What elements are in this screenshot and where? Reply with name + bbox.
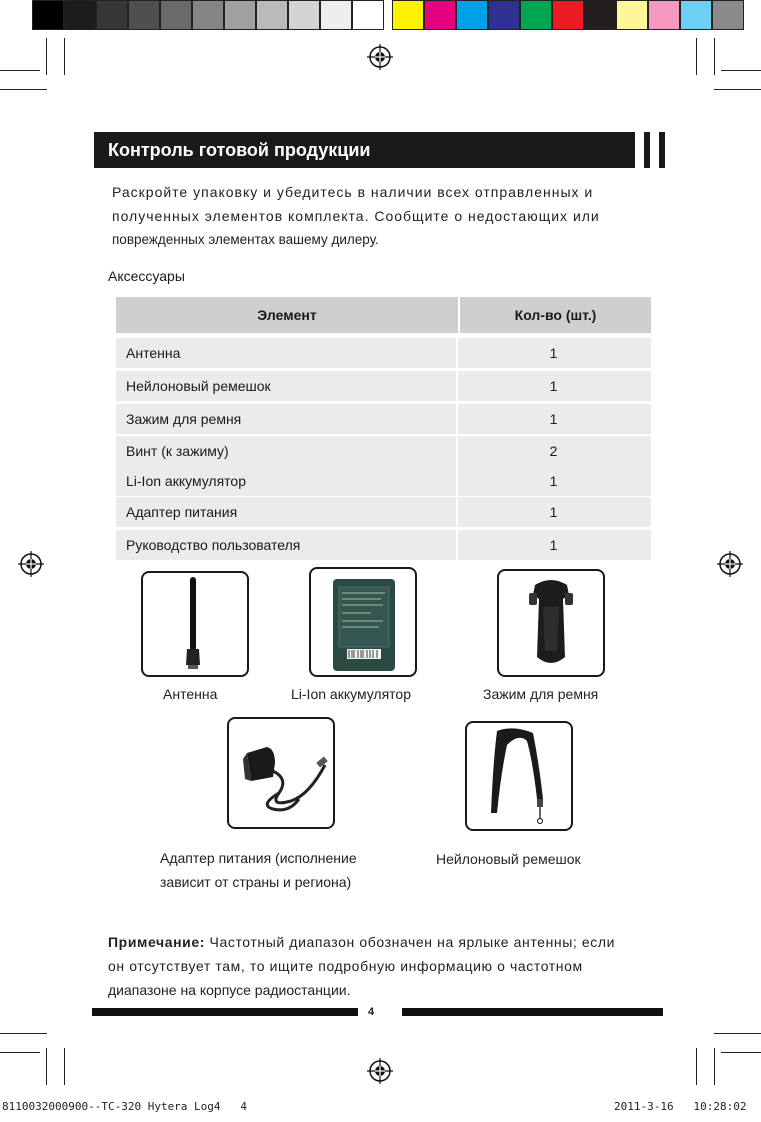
crop-mark xyxy=(696,1048,697,1085)
item-cell: Антенна xyxy=(116,338,458,368)
caption-antenna: Антенна xyxy=(163,686,218,702)
gray-swatch xyxy=(128,0,160,30)
table-row xyxy=(116,338,651,368)
crop-mark xyxy=(714,38,715,75)
color-swatch xyxy=(616,0,648,30)
print-slug-right: 2011-3-16 10:28:02 xyxy=(614,1100,747,1113)
note-line: он отсутствует там, то ищите подробную информацию о частотном xyxy=(108,958,583,974)
item-cell: Нейлоновый ремешок xyxy=(116,371,458,401)
print-slug-left: 8110032000900--TC-320 Hytera Log4 4 xyxy=(2,1100,248,1113)
crop-mark xyxy=(0,70,40,71)
crop-mark xyxy=(721,70,761,71)
intro-line: Раскройте упаковку и убедитесь в наличии всех отправленных и xyxy=(112,184,594,200)
note-line xyxy=(108,930,653,954)
registration-mark-icon xyxy=(18,551,44,577)
nylon-strap-image xyxy=(465,721,573,831)
caption-strap: Нейлоновый ремешок xyxy=(436,851,581,867)
nylon-strap-icon xyxy=(467,723,571,829)
intro-paragraph xyxy=(112,180,652,252)
item-cell: Адаптер питания xyxy=(116,497,458,527)
crop-mark xyxy=(714,1033,761,1034)
qty-cell: 1 xyxy=(549,504,558,520)
intro-line: полученных элементов комплекта. Сообщите о недостающих или xyxy=(112,208,600,224)
crop-mark xyxy=(721,1052,761,1053)
gray-swatch xyxy=(320,0,352,30)
item-cell: Зажим для ремня xyxy=(116,404,458,434)
page-number: 4 xyxy=(368,1006,375,1018)
crop-mark xyxy=(0,1052,40,1053)
note-text: Частотный диапазон обозначен на ярлыке антенны; если xyxy=(205,934,616,950)
qty-cell: 1 xyxy=(549,537,558,553)
crop-mark xyxy=(0,89,47,90)
table-row xyxy=(116,466,651,496)
battery-image xyxy=(309,567,417,677)
antenna-icon xyxy=(143,573,247,675)
item-cell: Винт (к зажиму) xyxy=(116,436,458,466)
column-header-item: Элемент xyxy=(116,297,460,333)
crop-mark xyxy=(64,1048,65,1085)
power-adapter-image xyxy=(227,717,335,829)
color-swatch xyxy=(424,0,456,30)
gray-swatch xyxy=(64,0,96,30)
caption-adapter-line: Адаптер питания (исполнение xyxy=(160,850,357,866)
table-row xyxy=(116,436,651,466)
belt-clip-icon xyxy=(499,571,603,675)
crop-mark xyxy=(714,1048,715,1085)
color-swatch xyxy=(584,0,616,30)
table-row xyxy=(116,404,651,434)
gray-swatch xyxy=(224,0,256,30)
registration-mark-icon xyxy=(367,1058,393,1084)
header-stripes xyxy=(629,132,665,168)
registration-mark-icon xyxy=(367,44,393,70)
caption-adapter xyxy=(160,846,357,894)
footer-rule-right xyxy=(402,1008,663,1016)
caption-battery: Li-Ion аккумулятор xyxy=(291,686,411,702)
intro-line: поврежденных элементах вашему дилеру. xyxy=(112,232,379,247)
gray-swatch xyxy=(256,0,288,30)
crop-mark xyxy=(64,38,65,75)
color-swatch xyxy=(392,0,424,30)
gray-swatch xyxy=(32,0,64,30)
table-row xyxy=(116,530,651,560)
note-label: Примечание: xyxy=(108,934,206,950)
section-title: Контроль готовой продукции xyxy=(108,140,371,160)
battery-icon xyxy=(311,569,415,675)
footer-rule-left xyxy=(92,1008,358,1016)
color-swatch xyxy=(712,0,744,30)
note-paragraph xyxy=(108,930,653,1002)
column-header-qty: Кол-во (шт.) xyxy=(460,297,651,333)
color-swatch xyxy=(456,0,488,30)
caption-adapter-line: зависит от страны и региона) xyxy=(160,874,352,890)
crop-mark xyxy=(696,38,697,75)
accessories-title: Аксессуары xyxy=(108,268,185,284)
qty-cell: 1 xyxy=(549,411,558,427)
gray-swatch xyxy=(192,0,224,30)
crop-mark xyxy=(46,1048,47,1085)
caption-belt-clip: Зажим для ремня xyxy=(483,686,599,702)
color-swatch xyxy=(648,0,680,30)
note-line: диапазоне на корпусе радиостанции. xyxy=(108,982,351,998)
qty-cell: 2 xyxy=(549,443,558,459)
belt-clip-image xyxy=(497,569,605,677)
qty-cell: 1 xyxy=(549,473,558,489)
qty-cell: 1 xyxy=(549,378,558,394)
gray-swatch xyxy=(96,0,128,30)
gray-swatch xyxy=(160,0,192,30)
gray-swatch xyxy=(352,0,384,30)
color-swatch xyxy=(488,0,520,30)
crop-mark xyxy=(0,1033,47,1034)
table-header xyxy=(116,297,651,333)
color-calibration-bar xyxy=(32,0,744,32)
power-adapter-icon xyxy=(229,719,333,827)
item-cell: Li-Ion аккумулятор xyxy=(116,466,458,496)
crop-mark xyxy=(714,89,761,90)
color-swatch xyxy=(520,0,552,30)
item-cell: Руководство пользователя xyxy=(116,530,458,560)
table-row xyxy=(116,497,651,527)
color-swatch xyxy=(552,0,584,30)
gray-swatch xyxy=(288,0,320,30)
color-swatch xyxy=(680,0,712,30)
table-row xyxy=(116,371,651,401)
qty-cell: 1 xyxy=(549,345,558,361)
registration-mark-icon xyxy=(717,551,743,577)
antenna-image xyxy=(141,571,249,677)
crop-mark xyxy=(46,38,47,75)
